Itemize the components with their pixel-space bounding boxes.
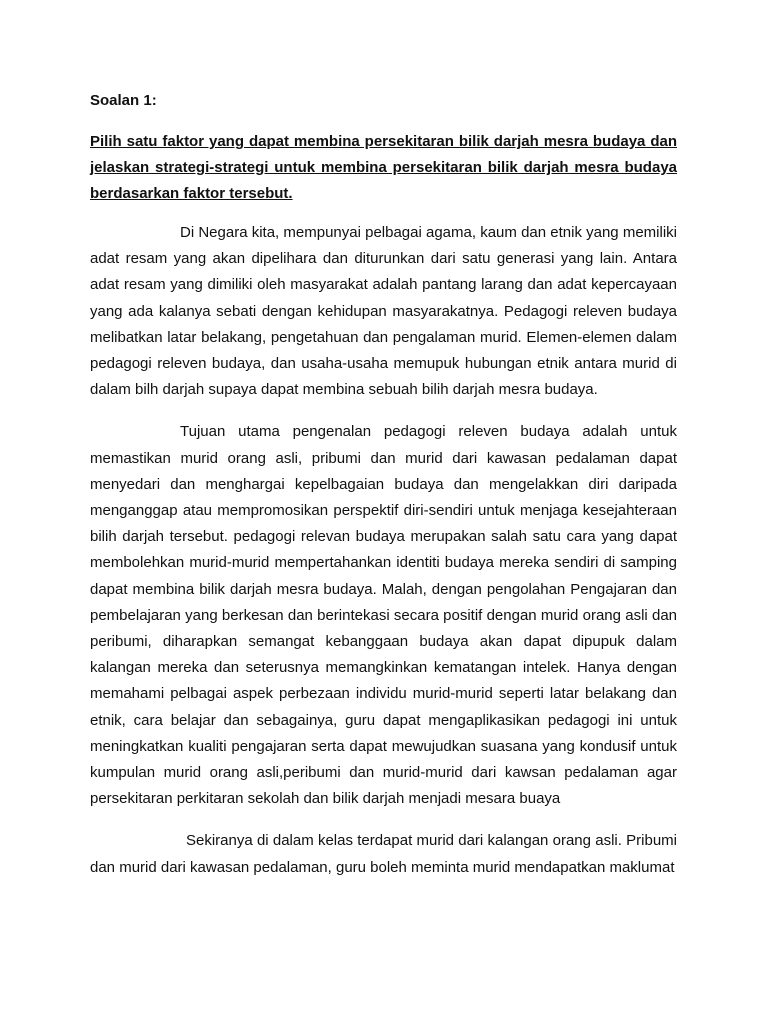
paragraph-3: Sekiranya di dalam kelas terdapat murid dari kalangan orang asli. Pribumi dan murid dari kawasan pedalaman, guru boleh meminta murid mendapatkan maklumat	[90, 832, 677, 876]
paragraph-1: Di Negara kita, mempunyai pelbagai agama, kaum dan etnik yang memiliki adat resam yang akan dipelihara dan diturunkan dari satu generasi yang lain. Antara adat resam yang dimiliki oleh masyarakat adalah pantang larang dan adat kepercayaan yang ada kalanya sebati dengan kehidupan masyarakatnya. Pedagogi releven budaya melibatkan latar belakang, pengetahuan dan pengalaman murid. Elemen-elemen dalam pedagogi releven budaya, dan usaha-usaha memupuk hubungan etnik antara murid di dalam bilh darjah supaya dapat membina sebuah bilih darjah mesra budaya.	[90, 224, 677, 399]
question-text: Pilih satu faktor yang dapat membina persekitaran bilik darjah mesra budaya dan jelaskan strategi-strategi untuk membina persekitaran bilik darjah mesra budaya berdasarkan faktor tersebut.	[90, 133, 677, 202]
question-number-heading: Soalan 1:	[90, 92, 157, 109]
document-page	[90, 88, 677, 881]
paragraph-2: Tujuan utama pengenalan pedagogi releven budaya adalah untuk memastikan murid orang asli, pribumi dan murid dari kawasan pedalaman dapat menyedari dan menghargai kepelbagaian budaya dan mengelakkan diri daripada menganggap atau mempromosikan perspektif diri-sendiri untuk menjaga kesejahteraan bilih darjah tersebut. pedagogi relevan budaya merupakan salah satu cara yang dapat membolehkan murid-murid mempertahankan identiti budaya mereka sendiri di samping dapat membina bilik darjah mesra budaya. Malah, dengan pengolahan Pengajaran dan pembelajaran yang berkesan dan berintekasi secara positif dengan murid orang asli dan peribumi, diharapkan semangat kebanggaan budaya akan dapat dipupuk dalam kalangan mereka dan seterusnya memangkinkan kematangan intelek. Hanya dengan memahami pelbagai aspek perbezaan individu murid-murid seperti latar belakang dan etnik, cara belajar dan sebagainya, guru dapat mengaplikasikan pedagogi ini untuk meningkatkan kualiti pengajaran serta dapat mewujudkan suasana yang kondusif untuk kumpulan murid orang asli,peribumi dan murid-murid dari kawsan pedalaman agar persekitaran perkitaran sekolah dan bilik darjah menjadi mesara buaya	[90, 423, 677, 808]
